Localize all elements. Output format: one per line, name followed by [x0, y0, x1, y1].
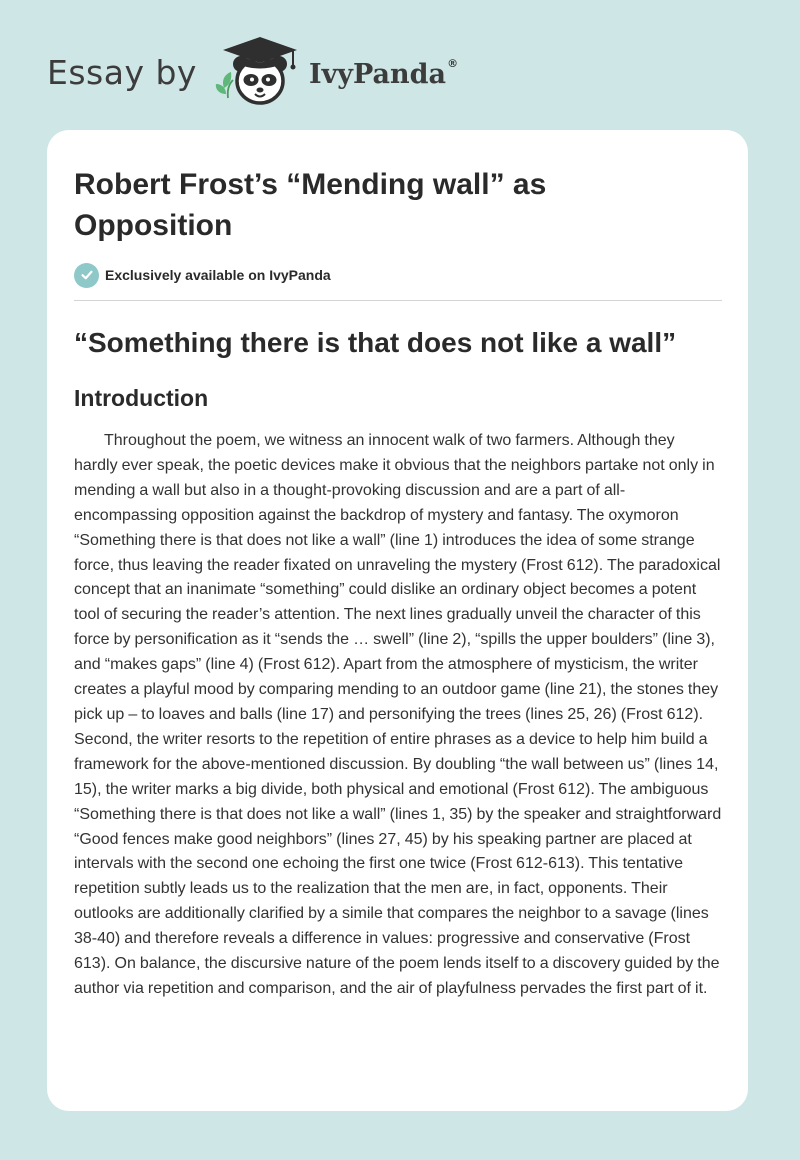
registered-mark: ® [447, 56, 459, 70]
divider [74, 300, 722, 301]
exclusive-badge-label: Exclusively available on IvyPanda [105, 267, 331, 283]
brand-logo-link[interactable] [47, 34, 458, 110]
essay-subheading: “Something there is that does not like a wall” [74, 327, 677, 358]
brand-prefix: Essay by [47, 52, 197, 92]
essay-title: Robert Frost’s “Mending wall” as Opposition [74, 168, 547, 242]
panda-logo-icon [215, 34, 303, 110]
brand-name: IvyPanda® [308, 56, 459, 90]
check-circle-icon [74, 263, 99, 288]
section-heading-introduction: Introduction [74, 385, 209, 411]
introduction-paragraph: Throughout the poem, we witness an innocent walk of two farmers. Although they hardly ever speak, the poetic devices make it obvious that the neighbors partake not only in mending a wall but also in a thought-provoking discussion and are a part of all-encompassing opposition against the backdrop of mystery and fantasy. The oxymoron “Something there is that does not like a wall” (line 1) introduces the idea of some strange force, thus leaving the reader fixated on unraveling the mystery (Frost 612). The paradoxical concept that an inanimate “something” could dislike an ordinary object becomes a potent tool of securing the reader’s attention. The next lines gradually unveil the character of this force by personification as it “sends the … swell” (line 2), “spills the upper boulders” (line 3), and “makes gaps” (line 4) (Frost 612). Apart from the atmosphere of mysticism, the writer creates a playful mood by comparing mending to an outdoor game (line 21), the stones they pick up – to loaves and balls (line 17) and personifying the trees (lines 25, 26) (Frost 612). Second, the writer resorts to the repetition of entire phrases as a device to help him build a framework for the above-mentioned discussion. By doubling “the wall between us” (lines 14, 15), the writer marks a big divide, both physical and emotional (Frost 612). The ambiguous “Something there is that does not like a wall” (lines 1, 35) by the speaker and straightforward “Good fences make good neighbors” (lines 27, 45) by his speaking partner are placed at intervals with the second one echoing the first one twice (Frost 612-613). This tentative repetition subtly leads us to the realization that the men are, in fact, opponents. Their outlooks are additionally clarified by a simile that compares the neighbor to a savage (lines 38-40) and therefore reveals a difference in values: progressive and conservative (Frost 613). On balance, the discursive nature of the poem lends itself to a discovery guided by the author via repetition and comparison, and the air of playfulness pervades the first part of it. [74, 432, 722, 997]
exclusive-badge [74, 262, 722, 288]
essay-card [47, 130, 748, 1111]
